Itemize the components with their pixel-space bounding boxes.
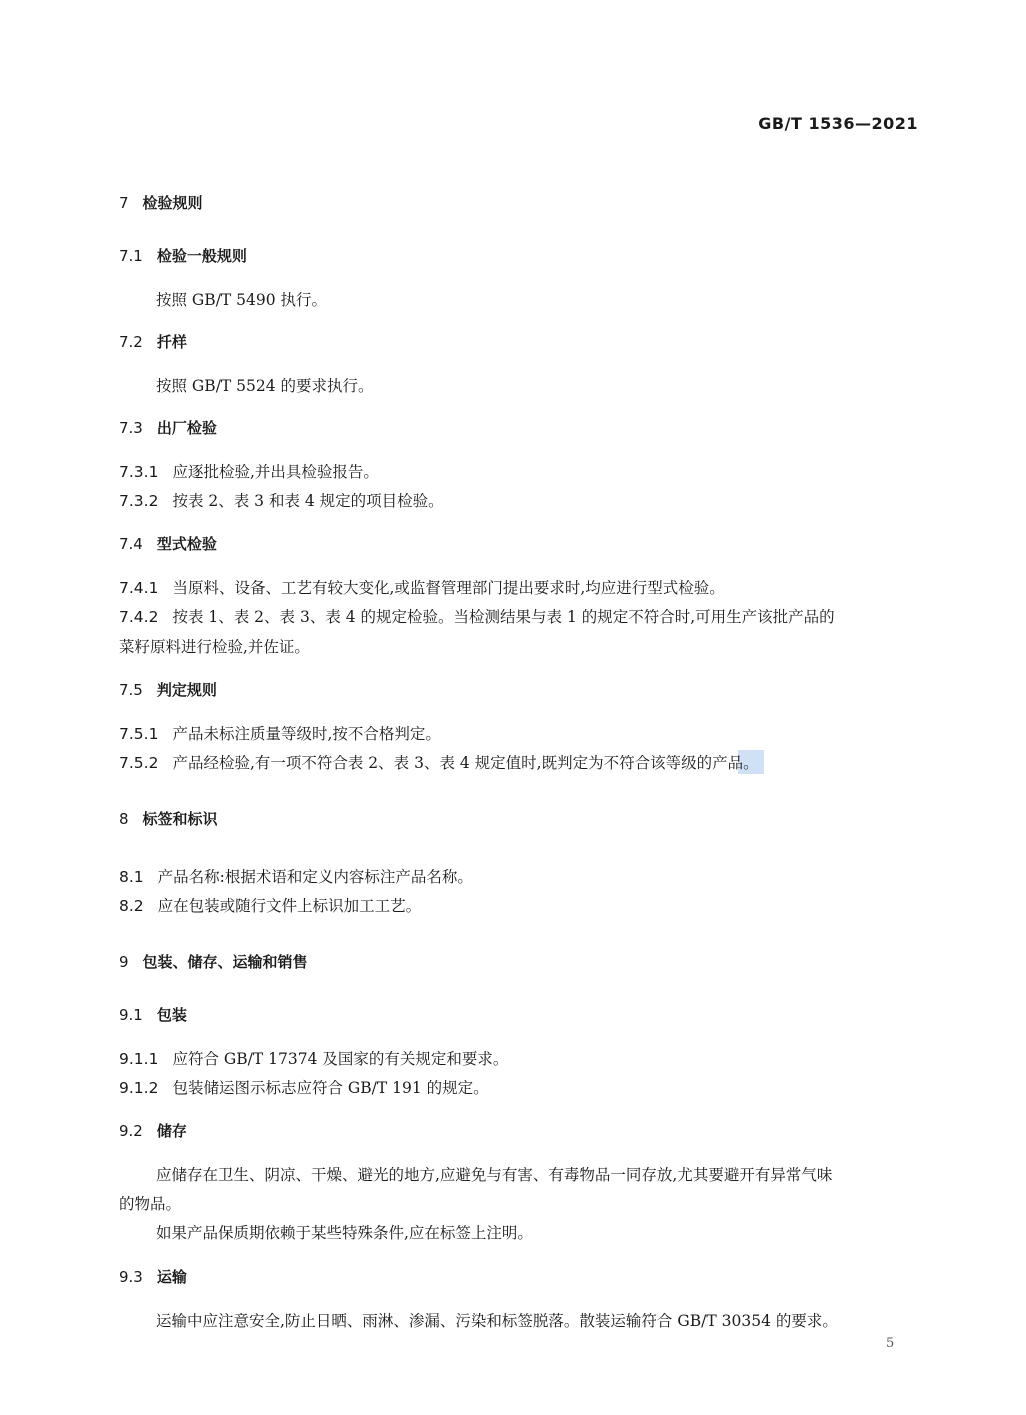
section-title: 判定规则 [156, 681, 217, 699]
clause-7-4-1 [119, 576, 725, 598]
section-number: 9.1 [119, 1006, 143, 1024]
section-title: 标签和标识 [142, 810, 218, 828]
clause-number: 8.2 [119, 897, 144, 915]
clause-text: 包装储运图示标志应符合 GB/T 191 的规定。 [172, 1079, 489, 1097]
section-title: 包装、储存、运输和销售 [142, 953, 308, 971]
section-title: 检验一般规则 [156, 247, 247, 265]
standard-code: GB/T 1536—2021 [758, 114, 918, 133]
clause-number: 8.1 [119, 868, 144, 886]
clause-number: 7.3.2 [119, 492, 159, 510]
section-9-3-text: 运输中应注意安全,防止日晒、雨淋、渗漏、污染和标签脱落。散装运输符合 GB/T 30354 的要求。 [156, 1312, 838, 1330]
clause-8-2 [119, 894, 421, 916]
clause-7-4-2-continuation: 菜籽原料进行检验,并佐证。 [119, 638, 310, 656]
section-title: 储存 [156, 1122, 187, 1140]
section-title: 扦样 [156, 333, 187, 351]
clause-number: 7.4.2 [119, 608, 159, 626]
section-7-5-heading [119, 679, 217, 700]
clause-text: 当原料、设备、工艺有较大变化,或监督管理部门提出要求时,均应进行型式检验。 [172, 579, 725, 597]
section-number: 7.3 [119, 419, 143, 437]
section-9-2-text: 应储存在卫生、阴凉、干燥、避光的地方,应避免与有害、有毒物品一同存放,尤其要避开有异常气味 [156, 1166, 833, 1184]
page-number: 5 [886, 1336, 895, 1351]
clause-text: 产品未标注质量等级时,按不合格判定。 [172, 725, 441, 743]
clause-text: 按表 2、表 3 和表 4 规定的项目检验。 [172, 492, 444, 510]
section-9-2-heading [119, 1120, 187, 1141]
section-number: 7.2 [119, 333, 143, 351]
clause-9-1-2 [119, 1076, 489, 1098]
section-title: 型式检验 [156, 535, 217, 553]
clause-text: 应符合 GB/T 17374 及国家的有关规定和要求。 [172, 1050, 509, 1068]
clause-text: 应逐批检验,并出具检验报告。 [172, 463, 379, 481]
clause-9-1-1 [119, 1047, 508, 1069]
clause-7-4-2 [119, 605, 835, 627]
clause-7-5-2 [119, 751, 759, 773]
section-number: 9 [119, 953, 129, 971]
clause-8-1 [119, 865, 473, 887]
clause-number: 7.5.1 [119, 725, 159, 743]
section-9-2-text-continuation: 的物品。 [119, 1195, 182, 1213]
section-number: 7.1 [119, 247, 143, 265]
section-number: 9.3 [119, 1268, 143, 1286]
clause-text: 按表 1、表 2、表 3、表 4 的规定检验。当检测结果与表 1 的规定不符合时,可用生产该批产品的 [172, 608, 835, 626]
section-7-1-text: 按照 GB/T 5490 执行。 [156, 291, 328, 309]
clause-text: 产品经检验,有一项不符合表 2、表 3、表 4 规定值时,既判定为不符合该等级的产品。 [172, 754, 759, 772]
section-7-4-heading [119, 533, 217, 554]
clause-number: 7.3.1 [119, 463, 159, 481]
section-title: 检验规则 [142, 194, 203, 212]
section-number: 7 [119, 194, 129, 212]
section-9-3-heading [119, 1266, 187, 1287]
section-title: 运输 [156, 1268, 187, 1286]
clause-7-3-2 [119, 489, 444, 511]
section-number: 7.4 [119, 535, 143, 553]
clause-number: 7.4.1 [119, 579, 159, 597]
section-9-1-heading [119, 1004, 187, 1025]
section-number: 9.2 [119, 1122, 143, 1140]
section-8-heading [119, 808, 218, 829]
section-7-3-heading [119, 417, 217, 438]
section-9-heading [119, 951, 308, 972]
section-title: 出厂检验 [156, 419, 217, 437]
clause-7-5-1 [119, 722, 441, 744]
clause-number: 9.1.1 [119, 1050, 159, 1068]
section-7-1-heading [119, 245, 247, 266]
clause-7-3-1 [119, 460, 379, 482]
clause-number: 7.5.2 [119, 754, 159, 772]
section-7-2-text: 按照 GB/T 5524 的要求执行。 [156, 377, 374, 395]
section-number: 7.5 [119, 681, 143, 699]
clause-text: 应在包装或随行文件上标识加工工艺。 [157, 897, 422, 915]
section-7-heading [119, 192, 203, 213]
section-7-2-heading [119, 331, 187, 352]
section-9-2-text-2: 如果产品保质期依赖于某些特殊条件,应在标签上注明。 [156, 1224, 533, 1242]
clause-text: 产品名称:根据术语和定义内容标注产品名称。 [157, 868, 473, 886]
section-number: 8 [119, 810, 129, 828]
section-title: 包装 [156, 1006, 187, 1024]
clause-number: 9.1.2 [119, 1079, 159, 1097]
